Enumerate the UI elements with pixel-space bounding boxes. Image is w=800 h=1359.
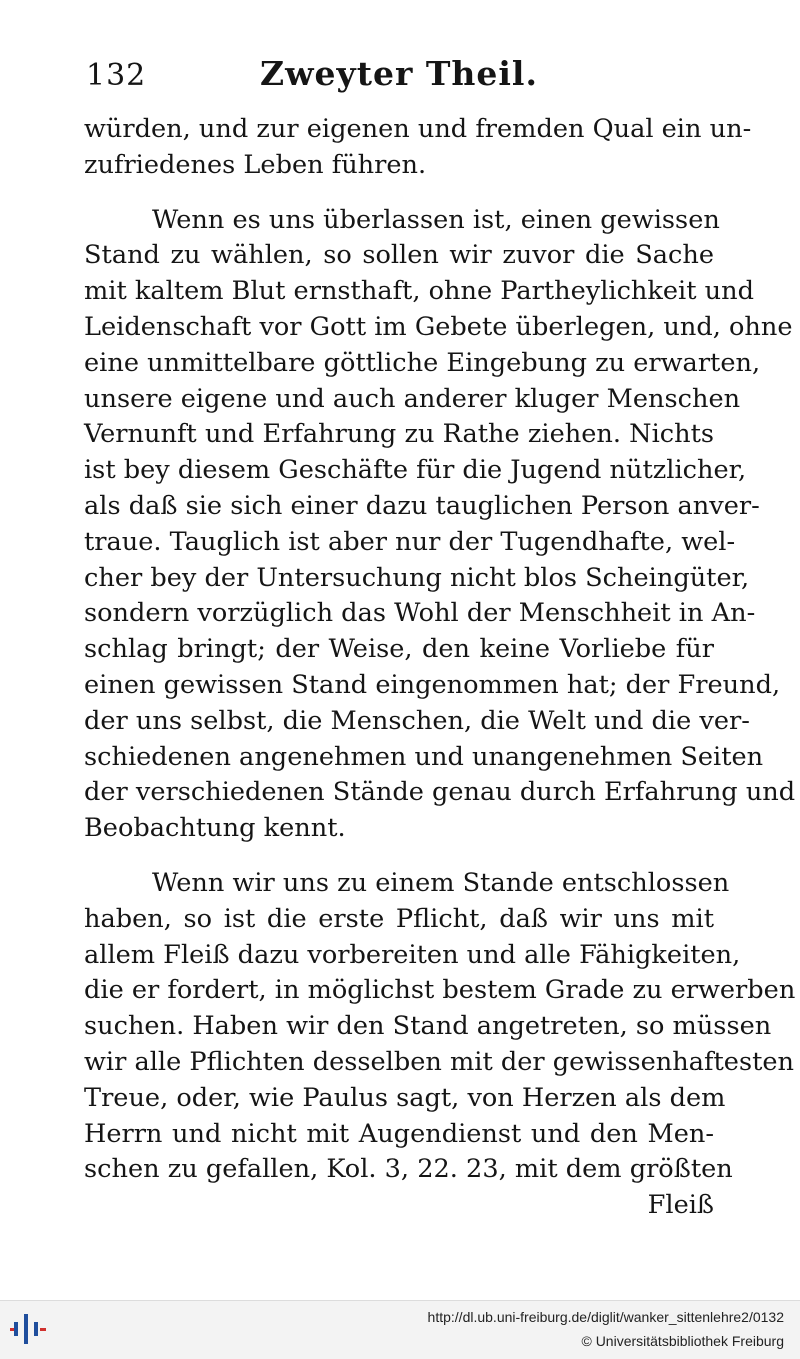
text-line: ist bey diesem Geschäfte für die Jugend nützlicher, [84, 455, 747, 486]
logo-accent-left [10, 1328, 14, 1331]
catchword: Fleiß [647, 1190, 714, 1221]
text-line: schiedenen angenehmen und unangenehmen Seiten [84, 741, 764, 772]
text-line: als daß sie sich einer dazu tauglichen Person anver- [84, 490, 760, 521]
viewer-footer [0, 1300, 800, 1359]
page-header [84, 52, 714, 92]
text-line: der verschiedenen Stände genau durch Erfahrung und [84, 777, 796, 808]
text-line: allem Fleiß dazu vorbereiten und alle Fähigkeiten, [84, 939, 741, 970]
text-line: unsere eigene und auch anderer kluger Menschen [84, 383, 741, 414]
logo-bar-center [24, 1314, 28, 1344]
text-line: wir alle Pflichten desselben mit der gewissenhaftesten [84, 1046, 794, 1077]
text-line: Herrn und nicht mit Augendienst und den Men- [84, 1118, 714, 1149]
text-line: Wenn es uns überlassen ist, einen gewissen [152, 204, 720, 235]
text-line: würden, und zur eigenen und fremden Qual ein un- [84, 114, 752, 144]
text-line: Stand zu wählen, so sollen wir zuvor die Sache [84, 240, 714, 271]
text-line: zufriedenes Leben führen. [84, 149, 427, 180]
text-line: eine unmittelbare göttliche Eingebung zu erwarten, [84, 347, 761, 378]
paragraph-3 [84, 866, 796, 1188]
text-line: Treue, oder, wie Paulus sagt, von Herzen als dem [84, 1082, 726, 1113]
paragraph-2 [84, 203, 796, 847]
text-line: schen zu gefallen, Kol. 3, 22. 23, mit dem größten [84, 1154, 733, 1185]
text-line: haben, so ist die erste Pflicht, daß wir uns mit [84, 903, 714, 934]
text-line: die er fordert, in möglichst bestem Grade zu erwerben [84, 975, 796, 1006]
paragraph-1 [84, 112, 752, 184]
text-line: traue. Tauglich ist aber nur der Tugendhafte, wel- [84, 526, 736, 557]
text-line: mit kaltem Blut ernsthaft, ohne Partheylichkeit und [84, 276, 755, 307]
text-line: schlag bringt; der Weise, den keine Vorliebe für [84, 634, 714, 665]
text-line: einen gewissen Stand eingenommen hat; der Freund, [84, 669, 781, 700]
text-line: Wenn wir uns zu einem Stande entschlossen [152, 867, 730, 898]
text-line: der uns selbst, die Menschen, die Welt und die ver- [84, 705, 750, 736]
logo-bar-left [14, 1322, 18, 1336]
permalink-url[interactable]: http://dl.ub.uni-freiburg.de/diglit/wanker_sittenlehre2/0132 [427, 1309, 784, 1325]
text-line: Vernunft und Erfahrung zu Rathe ziehen. Nichts [84, 419, 714, 450]
text-line: Leidenschaft vor Gott im Gebete überlegen, und, ohne [84, 311, 793, 342]
ub-freiburg-logo-icon[interactable] [10, 1312, 50, 1346]
copyright-notice: © Universitätsbibliothek Freiburg [581, 1333, 784, 1349]
text-line: cher bey der Untersuchung nicht blos Scheingüter, [84, 562, 750, 593]
text-line: Beobachtung kennt. [84, 813, 346, 844]
page-number: 132 [86, 58, 147, 93]
running-head: Zweyter Theil. [260, 54, 538, 93]
logo-bar-right [34, 1322, 38, 1336]
text-line: suchen. Haben wir den Stand angetreten, so müssen [84, 1011, 772, 1042]
body-text [84, 112, 796, 1224]
text-line: sondern vorzüglich das Wohl der Menschheit in An- [84, 598, 756, 629]
logo-accent-right [40, 1328, 46, 1331]
